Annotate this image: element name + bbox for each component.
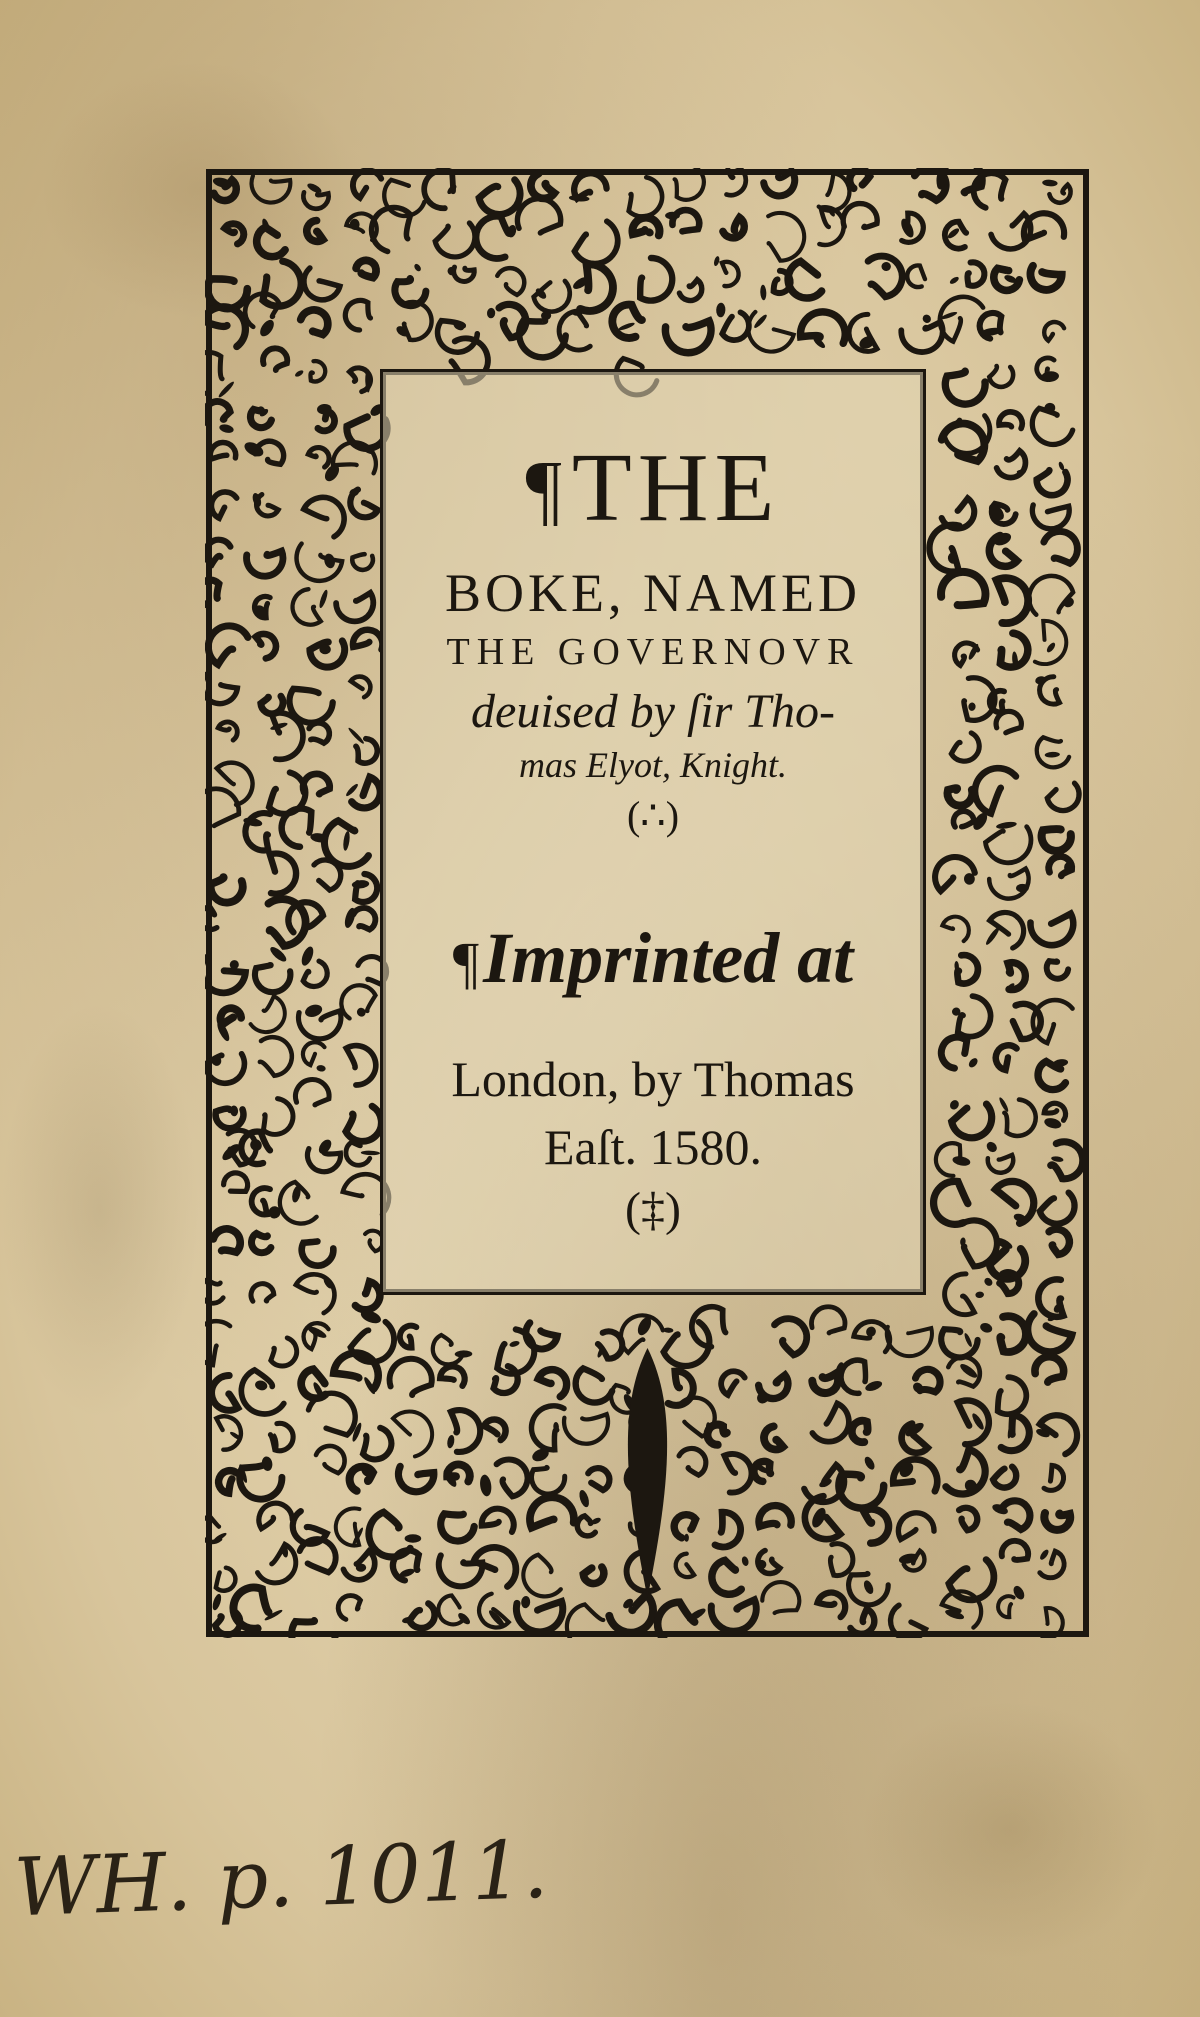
paper-stain	[0, 1000, 200, 1420]
title-line-boke: BOKE, NAMED	[445, 563, 861, 623]
ornament-dots: (∴)	[626, 793, 680, 838]
imprint-heading	[383, 917, 923, 1000]
imprint-line-london: London, by Thomas	[451, 1051, 855, 1107]
title-the: THE	[571, 434, 781, 542]
ornament-dagger: (‡)	[625, 1183, 681, 1236]
paper-stain	[860, 1700, 1160, 1960]
title-line-author: mas Elyot, Knight.	[519, 745, 787, 785]
title-panel	[383, 372, 923, 1292]
handwritten-shelfmark: WH. p. 1011.	[12, 1822, 550, 1935]
pilcrow-mark: ¶	[525, 446, 568, 534]
pilcrow-mark: ¶	[452, 930, 480, 995]
imprint-line-date: Eaſt. 1580.	[543, 1119, 763, 1175]
imprint-imprinted: Imprinted at	[483, 918, 854, 998]
title-heading	[383, 432, 923, 544]
title-line-governour: THE GOVERNOVR	[446, 631, 860, 673]
title-line-deuised: deuised by ſir Tho-	[471, 685, 835, 738]
